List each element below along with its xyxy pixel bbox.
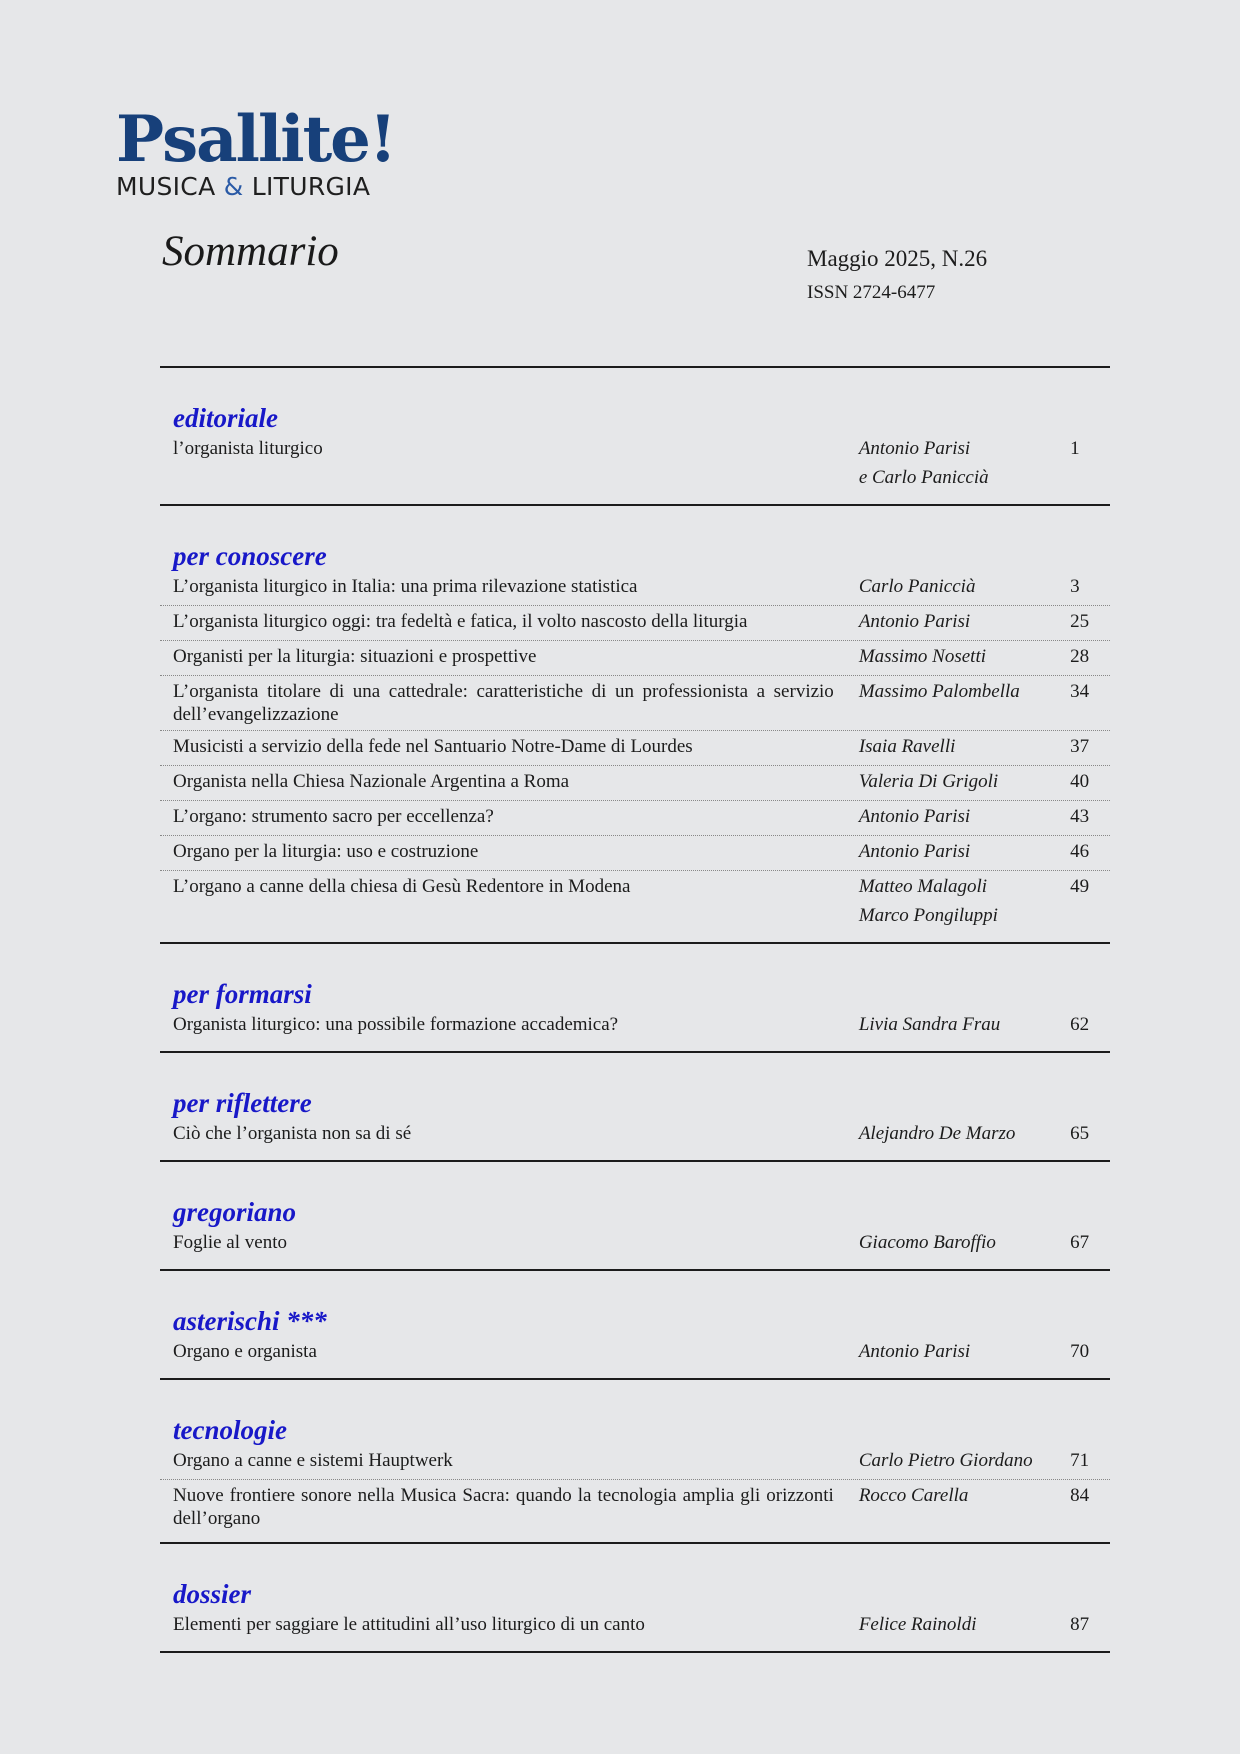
author-name: Rocco Carella: [858, 1485, 969, 1506]
toc-section: [160, 1162, 1110, 1271]
page-title: Sommario: [162, 228, 339, 275]
toc-entry: [160, 1013, 1110, 1043]
section-title: gregoriano: [173, 1197, 297, 1227]
page-number: 37: [1070, 736, 1090, 757]
article-authors: [859, 1446, 1065, 1475]
author-name: Antonio Parisi: [858, 611, 971, 632]
article-authors: [859, 732, 1065, 761]
author-name: Isaia Ravelli: [858, 736, 956, 757]
toc-entry: [160, 605, 1110, 640]
toc-entry: [160, 575, 1110, 605]
article-authors: [859, 1337, 1065, 1366]
author-name: Felice Rainoldi: [858, 1614, 977, 1635]
author-name: e Carlo Paniccià: [858, 467, 989, 488]
author-name: Alejandro De Marzo: [858, 1123, 1016, 1144]
article-authors: [859, 1010, 1065, 1039]
page-number: 62: [1070, 1014, 1090, 1035]
issn: ISSN 2724-6477: [807, 282, 936, 303]
logo-ampersand: &: [223, 172, 244, 201]
toc-entry: [160, 1613, 1110, 1643]
section-title: per formarsi: [173, 979, 312, 1009]
section-title: editoriale: [173, 403, 278, 433]
magazine-logo: [116, 102, 395, 201]
article-title: l’organista liturgico: [173, 438, 323, 459]
toc-section: [160, 506, 1110, 944]
article-title: Organo per la liturgia: uso e costruzione: [173, 841, 479, 862]
article-title: Ciò che l’organista non sa di sé: [173, 1123, 412, 1144]
issue-date: Maggio 2025, N.26: [807, 246, 988, 271]
article-authors: [859, 802, 1065, 831]
author-name: Livia Sandra Frau: [858, 1014, 1001, 1035]
article-title: Organo e organista: [173, 1341, 317, 1362]
article-title: Foglie al vento: [173, 1232, 287, 1253]
author-name: Massimo Palombella: [858, 681, 1020, 702]
author-name: Matteo Malagoli: [858, 876, 988, 897]
article-title: Musicisti a servizio della fede nel Santuario Notre-Dame di Lourdes: [173, 736, 693, 757]
article-authors: [859, 677, 1065, 706]
section-title: per conoscere: [173, 541, 327, 571]
author-name: Carlo Pietro Giordano: [858, 1450, 1033, 1471]
toc-sections: [160, 368, 1110, 1653]
page-number: 1: [1070, 438, 1080, 459]
article-title: L’organista liturgico oggi: tra fedeltà e fatica, il volto nascosto della liturgia: [173, 611, 748, 632]
page-number: 28: [1070, 646, 1090, 667]
toc-entry: [160, 730, 1110, 765]
toc-section: [160, 368, 1110, 506]
toc-entry: [160, 835, 1110, 870]
article-authors: [859, 642, 1065, 671]
toc-entry: [160, 437, 1110, 496]
article-title: L’organo: strumento sacro per eccellenza?: [173, 806, 494, 827]
toc-entry: [160, 1231, 1110, 1261]
page-number: 71: [1070, 1450, 1090, 1471]
author-name: Antonio Parisi: [858, 438, 971, 459]
article-authors: [859, 1481, 1065, 1510]
logo-subtitle-right: LITURGIA: [251, 172, 371, 201]
author-name: Giacomo Baroffio: [858, 1232, 996, 1253]
toc-entry: [160, 675, 1110, 730]
toc-entry: [160, 765, 1110, 800]
page-number: 43: [1070, 806, 1090, 827]
issue-info: [807, 244, 987, 306]
page-number: 3: [1070, 576, 1080, 597]
article-title: L’organo a canne della chiesa di Gesù Redentore in Modena: [173, 876, 631, 897]
author-name: Antonio Parisi: [858, 1341, 971, 1362]
article-title: Nuove frontiere sonore nella Musica Sacra: quando la tecnologia amplia gli orizzonti dell’organo: [173, 1485, 834, 1529]
article-title: L’organista titolare di una cattedrale: caratteristiche di un professionista a servizio dell’evangelizzazione: [173, 681, 834, 725]
page-number: 70: [1070, 1341, 1090, 1362]
table-of-contents: [160, 366, 1110, 1653]
page-number: 67: [1070, 1232, 1090, 1253]
page-number: 84: [1070, 1485, 1090, 1506]
section-title: per riflettere: [173, 1088, 312, 1118]
toc-entry: [160, 870, 1110, 934]
article-title: Organo a canne e sistemi Hauptwerk: [173, 1450, 453, 1471]
logo-subtitle: [116, 174, 395, 200]
toc-entry: [160, 640, 1110, 675]
toc-section: [160, 1544, 1110, 1653]
page-number: 65: [1070, 1123, 1090, 1144]
toc-section: [160, 1271, 1110, 1380]
page-number: 87: [1070, 1614, 1090, 1635]
page-number: 40: [1070, 771, 1090, 792]
article-authors: [859, 1610, 1065, 1639]
article-authors: [859, 1228, 1065, 1257]
toc-entry: [160, 1340, 1110, 1370]
logo-name: Psallite!: [116, 102, 395, 177]
author-name: Marco Pongiluppi: [858, 905, 998, 926]
page-number: 34: [1070, 681, 1090, 702]
toc-entry: [160, 800, 1110, 835]
author-name: Massimo Nosetti: [858, 646, 987, 667]
author-name: Carlo Paniccià: [858, 576, 976, 597]
author-name: Antonio Parisi: [858, 806, 971, 827]
toc-entry: [160, 1449, 1110, 1479]
page-number: 49: [1070, 876, 1090, 897]
page-number: 46: [1070, 841, 1090, 862]
page-number: 25: [1070, 611, 1090, 632]
article-authors: [859, 837, 1065, 866]
article-title: Organista nella Chiesa Nazionale Argentina a Roma: [173, 771, 570, 792]
article-authors: [859, 767, 1065, 796]
author-name: Valeria Di Grigoli: [858, 771, 999, 792]
article-title: Elementi per saggiare le attitudini all’uso liturgico di un canto: [173, 1614, 645, 1635]
article-title: L’organista liturgico in Italia: una prima rilevazione statistica: [173, 576, 638, 597]
section-title: dossier: [173, 1579, 252, 1609]
article-authors: [859, 607, 1065, 636]
section-title: asterischi ***: [173, 1306, 327, 1336]
author-name: Antonio Parisi: [858, 841, 971, 862]
article-authors: [859, 872, 1065, 930]
section-title: tecnologie: [173, 1415, 287, 1445]
logo-subtitle-left: MUSICA: [116, 172, 216, 201]
toc-section: [160, 1380, 1110, 1544]
article-authors: [859, 434, 1065, 492]
toc-section: [160, 1053, 1110, 1162]
article-title: Organisti per la liturgia: situazioni e prospettive: [173, 646, 537, 667]
article-authors: [859, 572, 1065, 601]
article-title: Organista liturgico: una possibile formazione accademica?: [173, 1014, 619, 1035]
toc-entry: [160, 1479, 1110, 1534]
article-authors: [859, 1119, 1065, 1148]
toc-section: [160, 944, 1110, 1053]
toc-entry: [160, 1122, 1110, 1152]
